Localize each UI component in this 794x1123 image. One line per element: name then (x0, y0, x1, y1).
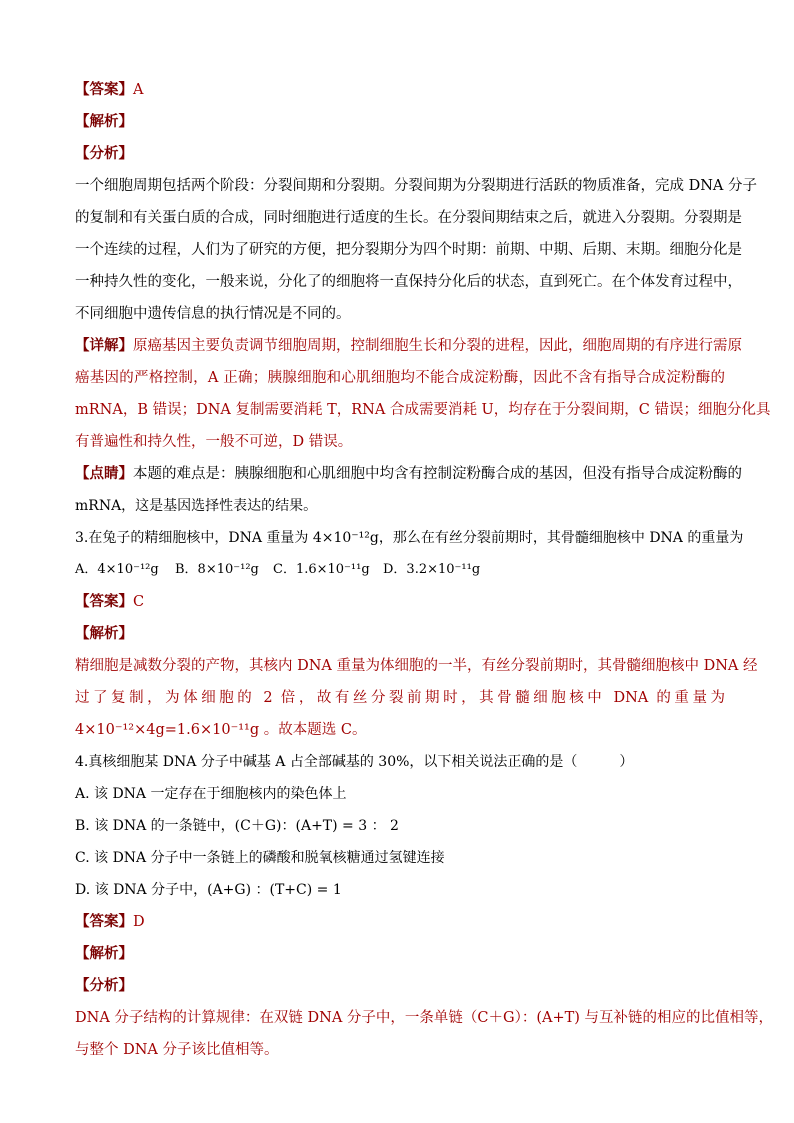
comment-text-line: mRNA，这是基因选择性表达的结果。 (75, 498, 318, 514)
answer-value: A (133, 82, 144, 98)
fenxi-heading (75, 976, 725, 996)
option-a: A. 该 DNA 一定存在于细胞核内的染色体上 (75, 786, 347, 802)
analysis-heading (75, 944, 725, 964)
fenxi-text-line: 不同细胞中遗传信息的执行情况是不同的。 (75, 306, 351, 322)
answer-line (75, 592, 725, 612)
comment-text: 本题的难点是：胰腺细胞和心肌细胞中均含有控制淀粉酶合成的基因，但没有指导合成淀粉酶的 (133, 466, 742, 482)
question-4-stem: 4.真核细胞某 DNA 分子中碱基 A 占全部碱基的 30%，以下相关说法正确的是（ ） (75, 754, 634, 770)
answer-tag: 【答案】 (75, 81, 133, 98)
analysis-text-line: 4×10⁻¹²×4g=1.6×10⁻¹¹g 。故本题选 C。 (75, 722, 367, 738)
analysis-heading (75, 624, 725, 644)
fenxi-text-line: 一种持久性的变化，一般来说，分化了的细胞将一直保持分化后的状态，直到死亡。在个体发育过程中， (75, 274, 742, 290)
analysis-text-line: 精细胞是减数分裂的产物，其核内 DNA 重量为体细胞的一半，有丝分裂前期时，其骨髓细胞核中 DNA 经 (75, 658, 758, 674)
fenxi-tag: 【分析】 (75, 145, 133, 162)
detail-text-line: 癌基因的严格控制，A 正确；胰腺细胞和心肌细胞均不能合成淀粉酶，因此不含有指导合成淀粉酶的 (75, 370, 725, 386)
comment-tag: 【点睛】 (75, 465, 133, 482)
option-d: D. 该 DNA 分子中，(A+G) ：(T+C) = 1 (75, 882, 342, 898)
option-c: C. 该 DNA 分子中一条链上的磷酸和脱氧核糖通过氢键连接 (75, 850, 445, 866)
fenxi-tag: 【分析】 (75, 977, 133, 994)
choice-a: A．4×10⁻¹²g (75, 562, 159, 577)
answer-value: D (133, 914, 145, 930)
detail-text: 原癌基因主要负责调节细胞周期，控制细胞生长和分裂的进程，因此，细胞周期的有序进行需原 (133, 338, 742, 354)
choice-b: B．8×10⁻¹²g (175, 562, 259, 577)
answer-line (75, 80, 725, 100)
analysis-tag: 【解析】 (75, 113, 133, 130)
comment-line (75, 464, 742, 484)
choice-c: C．1.6×10⁻¹¹g (273, 562, 370, 577)
detail-text-line: 有普遍性和持久性，一般不可逆，D 错误。 (75, 434, 353, 450)
question-3-choices (75, 560, 725, 580)
option-b: B. 该 DNA 的一条链中，(C＋G)：(A+T) = 3 ： 2 (75, 818, 399, 834)
answer-value: C (133, 594, 145, 610)
fenxi-text-line: 与整个 DNA 分子该比值相等。 (75, 1042, 279, 1058)
fenxi-text-line: DNA 分子结构的计算规律：在双链 DNA 分子中，一条单链（C＋G）：(A+T) 与互补链的相应的比值相等， (75, 1010, 774, 1026)
fenxi-text-line: 的复制和有关蛋白质的合成，同时细胞进行适度的生长。在分裂间期结束之后，就进入分裂期。分裂期是 (75, 210, 742, 226)
analysis-tag: 【解析】 (75, 945, 133, 962)
detail-tag: 【详解】 (75, 337, 133, 354)
answer-tag: 【答案】 (75, 913, 133, 930)
question-3-stem: 3.在兔子的精细胞核中，DNA 重量为 4×10⁻¹²g，那么在有丝分裂前期时，其骨髓细胞核中 DNA 的重量为 (75, 530, 744, 546)
fenxi-heading (75, 144, 725, 164)
fenxi-text-line: 一个连续的过程，人们为了研究的方便，把分裂期分为四个时期：前期、中期、后期、末期。细胞分化是 (75, 242, 742, 258)
detail-text-line: mRNA，B 错误；DNA 复制需要消耗 T，RNA 合成需要消耗 U，均存在于分裂间期，C 错误；细胞分化具 (75, 402, 771, 418)
analysis-heading (75, 112, 725, 132)
analysis-text-line: 过了复制，为体细胞的 2 倍，故有丝分裂前期时，其骨髓细胞核中 DNA 的重量为 (75, 690, 725, 706)
detail-line (75, 336, 742, 356)
fenxi-text-line: 一个细胞周期包括两个阶段：分裂间期和分裂期。分裂间期为分裂期进行活跃的物质准备，完成 DNA 分子 (75, 178, 757, 194)
analysis-tag: 【解析】 (75, 625, 133, 642)
choice-d: D．3.2×10⁻¹¹g (383, 562, 481, 577)
answer-tag: 【答案】 (75, 593, 133, 610)
answer-line (75, 912, 725, 932)
